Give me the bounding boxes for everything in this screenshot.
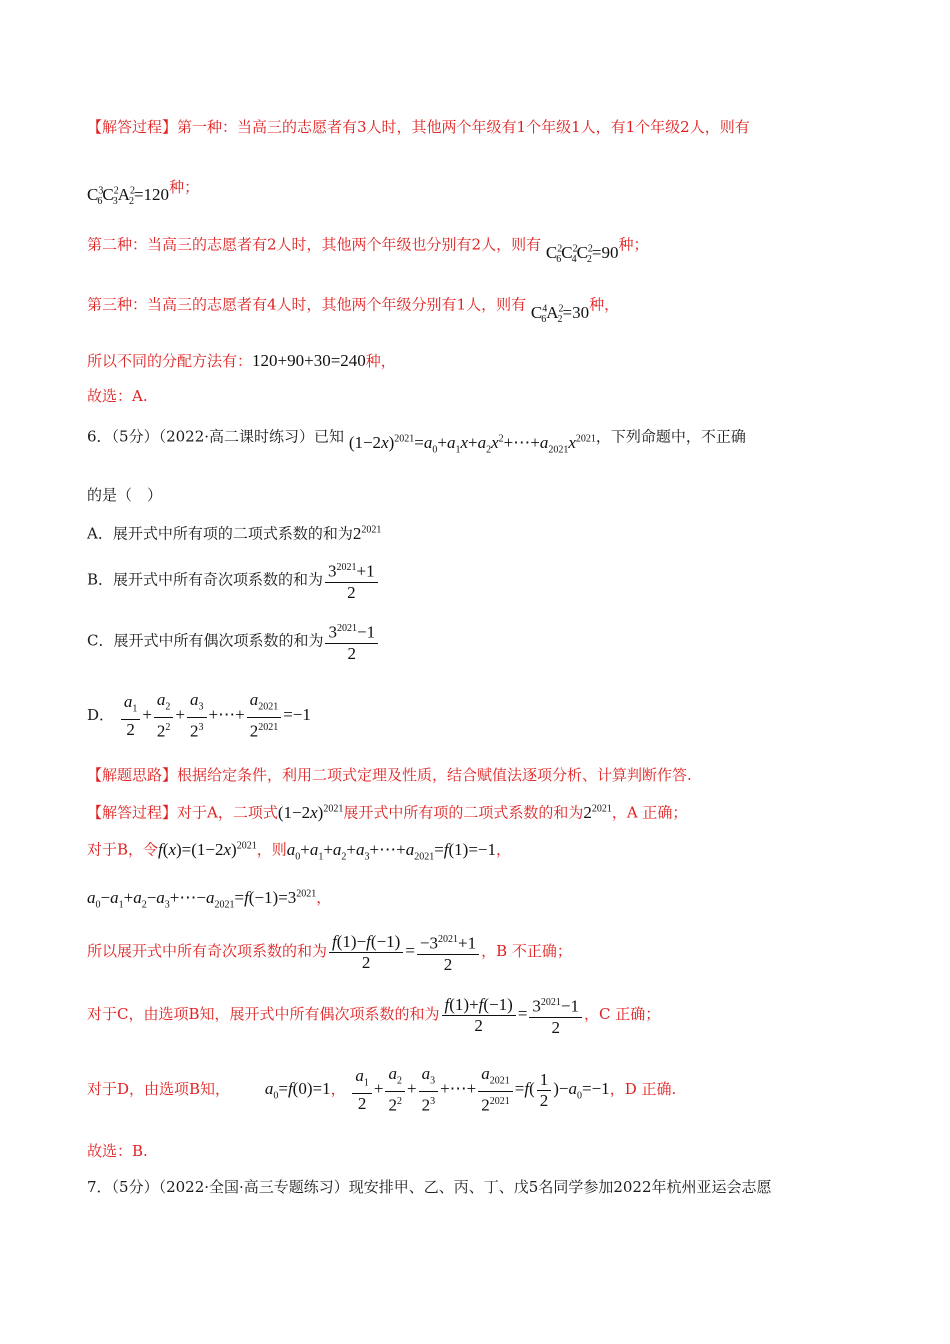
case3-line: 第三种：当高三的志愿者有4人时，其他两个年级分别有1人，则有 $C^4_6A^2_2=30$种， xyxy=(87,295,620,326)
case1-formula: $C^3_6C^2_3A^2_2=120$种； xyxy=(87,178,200,208)
solution-process-intro: 【解答过程】第一种：当高三的志愿者有3人时，其他两个年级有1个年级1人，有1个年级2人，则有 xyxy=(87,118,750,136)
option-c: C．展开式中所有偶次项系数的和为 $\frac{3^{2021}-1}{2}$ xyxy=(87,619,380,664)
process-b-line1: 对于B，令$f(x)=(1-2x)^{2021}$，则$a_0+a_1+a_2+a_3+\cdots+a_{2021}=f(1)=-1$， xyxy=(87,839,512,863)
option-b: B．展开式中所有奇次项系数的和为 $\frac{3^{2021}+1}{2}$ xyxy=(87,558,380,603)
process-b-line2: $a_0-a_1+a_2-a_3+\cdots-a_{2021}=f(-1)=3^{2021}$， xyxy=(87,887,332,911)
solution-idea-6: 【解题思路】根据给定条件，利用二项式定理及性质，结合赋值法逐项分析、计算判断作答. xyxy=(87,766,692,784)
question-7-header: 7．（5分）（2022·全国·高三专题练习）现安排甲、乙、丙、丁、戊5名同学参加2022年杭州亚运会志愿 xyxy=(87,1178,772,1196)
process-d: 对于D，由选项B知， $a_0=f(0)=1$， $\frac{a_1}{2}$ + $\frac{a_2}{2^2}$ + $\frac{a_3}{2^3}$ +⋯+ $\frac{a_{2021}}{2^{2021}}$ =f( $\frac{1}{2}$ )$-a_0=-1$，D 正确. xyxy=(87,1064,677,1116)
answer-5: 故选：A. xyxy=(87,387,148,405)
case2-line: 第二种：当高三的志愿者有2人时，其他两个年级也分别有2人，则有 $C^2_6C^2_4C^2_2=90$种； xyxy=(87,235,649,266)
question-6-header: 6．（5分）（2022·高二课时练习）已知 $(1-2x)^{2021}=a_0+a_1x+a_2x^2+\cdots+a_{2021}x^{2021}$，下列命题中，不正确 xyxy=(87,427,746,456)
option-d: D． $\frac{a_1}{2}$ + $\frac{a_2}{2^2}$ + $\frac{a_3}{2^3}$ +⋯+ $\frac{a_{2021}}{2^{2021}}$ =−1 xyxy=(87,690,311,742)
question-6-header-line2: 的是（ ） xyxy=(87,486,163,504)
answer-6: 故选：B. xyxy=(87,1142,148,1160)
total-line: 所以不同的分配方法有：120+90+30=240种， xyxy=(87,351,396,370)
process-c: 对于C，由选项B知，展开式中所有偶次项系数的和为 $\frac{f(1)+f(-1)}{2}$ = $\frac{3^{2021}-1}{2}$ ，C 正确； xyxy=(87,994,661,1037)
process-b-line3: 所以展开式中所有奇次项系数的和为 $\frac{f(1)-f(-1)}{2}$ = $\frac{-3^{2021}+1}{2}$ ，B 不正确； xyxy=(87,931,572,974)
process-a: 【解答过程】对于A，二项式$(1-2x)^{2021}$展开式中所有项的二项式系数的和为$2^{2021}$，A 正确； xyxy=(87,802,688,822)
option-a: A．展开式中所有项的二项式系数的和为$2^{2021}$ xyxy=(87,523,382,543)
